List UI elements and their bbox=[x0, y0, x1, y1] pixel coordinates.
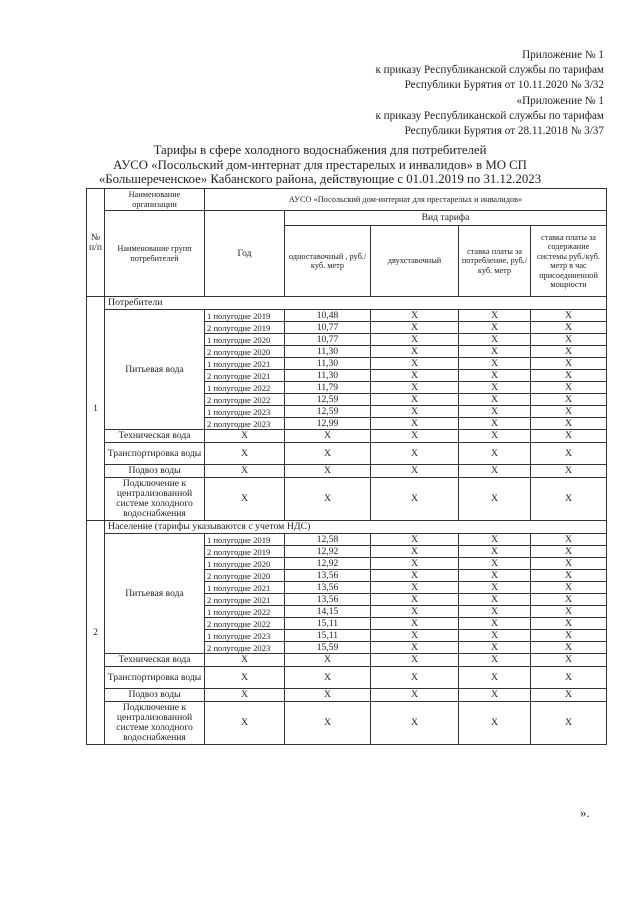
x-mark: X bbox=[205, 465, 285, 478]
x-mark: X bbox=[459, 534, 531, 546]
x-mark: X bbox=[205, 430, 285, 443]
x-mark: X bbox=[459, 418, 531, 430]
period-cell: 2 полугодие 2023 bbox=[205, 418, 285, 430]
table-row bbox=[87, 521, 607, 534]
col-header-consumption-rate: ставка платы за потребление, руб./ куб. метр bbox=[459, 226, 531, 297]
x-mark: X bbox=[531, 478, 607, 521]
x-mark: X bbox=[531, 642, 607, 654]
x-mark: X bbox=[531, 310, 607, 322]
period-cell: 1 полугодие 2022 bbox=[205, 382, 285, 394]
header-line: к приказу Республиканской службы по тарифам bbox=[375, 64, 604, 76]
title-line: «Большереченское» Кабанского района, действующие с 01.01.2019 по 31.12.2023 bbox=[98, 172, 542, 186]
x-mark: X bbox=[531, 546, 607, 558]
single-rate-value: 12,92 bbox=[285, 546, 371, 558]
col-header-number: № п/п bbox=[87, 189, 105, 297]
single-rate-value: 10,48 bbox=[285, 310, 371, 322]
x-mark: X bbox=[531, 406, 607, 418]
header-line: Республики Бурятия от 28.11.2018 № 3/37 bbox=[404, 125, 604, 137]
x-mark: X bbox=[205, 689, 285, 702]
drinking-water-label: Питьевая вода bbox=[105, 534, 205, 654]
table-row bbox=[87, 654, 607, 667]
x-mark: X bbox=[531, 358, 607, 370]
col-header-single-rate: одноставочный , руб./ куб. метр bbox=[285, 226, 371, 297]
x-mark: X bbox=[459, 322, 531, 334]
x-mark: X bbox=[459, 370, 531, 382]
period-cell: 1 полугодие 2020 bbox=[205, 334, 285, 346]
x-mark: X bbox=[459, 630, 531, 642]
x-mark: X bbox=[531, 582, 607, 594]
period-cell: 1 полугодие 2022 bbox=[205, 606, 285, 618]
consumer-group-label: Техническая вода bbox=[105, 654, 205, 667]
col-header-tariff-type: Вид тарифа bbox=[285, 211, 607, 226]
x-mark: X bbox=[371, 594, 459, 606]
x-mark: X bbox=[205, 702, 285, 745]
period-cell: 2 полугодие 2021 bbox=[205, 370, 285, 382]
x-mark: X bbox=[371, 322, 459, 334]
x-mark: X bbox=[459, 465, 531, 478]
x-mark: X bbox=[371, 465, 459, 478]
x-mark: X bbox=[531, 689, 607, 702]
period-cell: 2 полугодие 2022 bbox=[205, 618, 285, 630]
table-row bbox=[87, 430, 607, 443]
single-rate-value: 15,59 bbox=[285, 642, 371, 654]
period-cell: 1 полугодие 2023 bbox=[205, 630, 285, 642]
table-row bbox=[87, 443, 607, 465]
col-header-two-rate: двухставочный bbox=[371, 226, 459, 297]
x-mark: X bbox=[371, 358, 459, 370]
x-mark: X bbox=[459, 358, 531, 370]
period-cell: 2 полугодие 2020 bbox=[205, 570, 285, 582]
consumer-group-label: Подключение к централизованной системе холодного водоснабжения bbox=[105, 702, 205, 745]
consumer-group-label: Транспортировка воды bbox=[105, 443, 205, 465]
consumer-group-label: Техническая вода bbox=[105, 430, 205, 443]
x-mark: X bbox=[371, 478, 459, 521]
table-row bbox=[87, 689, 607, 702]
col-header-consumer-group: Наименование групп потребителей bbox=[105, 211, 205, 297]
period-cell: 2 полугодие 2019 bbox=[205, 322, 285, 334]
x-mark: X bbox=[285, 478, 371, 521]
x-mark: X bbox=[459, 702, 531, 745]
x-mark: X bbox=[371, 546, 459, 558]
x-mark: X bbox=[531, 346, 607, 358]
x-mark: X bbox=[371, 394, 459, 406]
x-mark: X bbox=[371, 606, 459, 618]
x-mark: X bbox=[459, 394, 531, 406]
table-row bbox=[87, 534, 607, 546]
period-cell: 2 полугодие 2023 bbox=[205, 642, 285, 654]
period-cell: 1 полугодие 2019 bbox=[205, 534, 285, 546]
period-cell: 1 полугодие 2023 bbox=[205, 406, 285, 418]
x-mark: X bbox=[459, 689, 531, 702]
period-cell: 1 полугодие 2019 bbox=[205, 310, 285, 322]
x-mark: X bbox=[531, 430, 607, 443]
x-mark: X bbox=[205, 667, 285, 689]
x-mark: X bbox=[531, 534, 607, 546]
x-mark: X bbox=[459, 558, 531, 570]
single-rate-value: 10,77 bbox=[285, 334, 371, 346]
x-mark: X bbox=[459, 606, 531, 618]
x-mark: X bbox=[459, 582, 531, 594]
x-mark: X bbox=[371, 418, 459, 430]
period-cell: 2 полугодие 2019 bbox=[205, 546, 285, 558]
single-rate-value: 13,56 bbox=[285, 570, 371, 582]
title-line: АУСО «Посольский дом-интернат для престарелых и инвалидов» в МО СП bbox=[113, 157, 527, 172]
drinking-water-label: Питьевая вода bbox=[105, 310, 205, 430]
single-rate-value: 12,59 bbox=[285, 394, 371, 406]
table-row bbox=[87, 478, 607, 521]
x-mark: X bbox=[459, 430, 531, 443]
consumer-group-label: Транспортировка воды bbox=[105, 667, 205, 689]
single-rate-value: 14,15 bbox=[285, 606, 371, 618]
single-rate-value: 12,92 bbox=[285, 558, 371, 570]
single-rate-value: 13,56 bbox=[285, 582, 371, 594]
x-mark: X bbox=[371, 406, 459, 418]
x-mark: X bbox=[371, 310, 459, 322]
period-cell: 2 полугодие 2021 bbox=[205, 594, 285, 606]
x-mark: X bbox=[371, 582, 459, 594]
x-mark: X bbox=[459, 406, 531, 418]
col-header-organization: Наименование организации bbox=[105, 189, 205, 211]
x-mark: X bbox=[459, 570, 531, 582]
consumer-group-label: Подвоз воды bbox=[105, 689, 205, 702]
approval-header-current bbox=[375, 48, 604, 93]
period-cell: 1 полугодие 2021 bbox=[205, 358, 285, 370]
consumer-group-label: Подключение к централизованной системе холодного водоснабжения bbox=[105, 478, 205, 521]
x-mark: X bbox=[371, 667, 459, 689]
x-mark: X bbox=[459, 346, 531, 358]
x-mark: X bbox=[531, 618, 607, 630]
x-mark: X bbox=[531, 443, 607, 465]
section-label: Потребители bbox=[105, 297, 607, 310]
header-line: Республики Бурятия от 10.11.2020 № 3/32 bbox=[404, 79, 604, 91]
x-mark: X bbox=[531, 465, 607, 478]
x-mark: X bbox=[531, 667, 607, 689]
x-mark: X bbox=[205, 478, 285, 521]
period-cell: 2 полугодие 2022 bbox=[205, 394, 285, 406]
period-cell: 1 полугодие 2020 bbox=[205, 558, 285, 570]
header-line: Приложение № 1 bbox=[522, 49, 604, 61]
consumer-group-label: Подвоз воды bbox=[105, 465, 205, 478]
x-mark: X bbox=[285, 667, 371, 689]
x-mark: X bbox=[371, 334, 459, 346]
x-mark: X bbox=[459, 334, 531, 346]
x-mark: X bbox=[531, 382, 607, 394]
single-rate-value: 10,77 bbox=[285, 322, 371, 334]
x-mark: X bbox=[285, 430, 371, 443]
x-mark: X bbox=[205, 443, 285, 465]
single-rate-value: 11,30 bbox=[285, 358, 371, 370]
x-mark: X bbox=[531, 334, 607, 346]
x-mark: X bbox=[459, 382, 531, 394]
header-line: «Приложение № 1 bbox=[516, 95, 604, 107]
approval-header-original bbox=[375, 94, 604, 139]
single-rate-value: 11,30 bbox=[285, 370, 371, 382]
period-cell: 2 полугодие 2020 bbox=[205, 346, 285, 358]
single-rate-value: 12,58 bbox=[285, 534, 371, 546]
single-rate-value: 11,30 bbox=[285, 346, 371, 358]
x-mark: X bbox=[531, 702, 607, 745]
x-mark: X bbox=[371, 558, 459, 570]
table-row bbox=[87, 667, 607, 689]
x-mark: X bbox=[371, 443, 459, 465]
x-mark: X bbox=[371, 346, 459, 358]
section-number: 1 bbox=[87, 297, 105, 521]
closing-quote: ». bbox=[580, 805, 590, 820]
single-rate-value: 12,59 bbox=[285, 406, 371, 418]
single-rate-value: 11,79 bbox=[285, 382, 371, 394]
x-mark: X bbox=[285, 465, 371, 478]
x-mark: X bbox=[531, 394, 607, 406]
x-mark: X bbox=[371, 654, 459, 667]
x-mark: X bbox=[459, 443, 531, 465]
x-mark: X bbox=[371, 702, 459, 745]
x-mark: X bbox=[371, 570, 459, 582]
col-header-year: Год bbox=[205, 211, 285, 297]
x-mark: X bbox=[459, 310, 531, 322]
x-mark: X bbox=[205, 654, 285, 667]
x-mark: X bbox=[531, 322, 607, 334]
x-mark: X bbox=[285, 654, 371, 667]
x-mark: X bbox=[531, 594, 607, 606]
single-rate-value: 15,11 bbox=[285, 630, 371, 642]
table-row bbox=[87, 297, 607, 310]
x-mark: X bbox=[531, 630, 607, 642]
x-mark: X bbox=[531, 370, 607, 382]
title-line: Тарифы в сфере холодного водоснабжения для потребителей bbox=[153, 143, 487, 157]
x-mark: X bbox=[371, 689, 459, 702]
x-mark: X bbox=[459, 478, 531, 521]
x-mark: X bbox=[371, 618, 459, 630]
x-mark: X bbox=[531, 558, 607, 570]
x-mark: X bbox=[371, 534, 459, 546]
x-mark: X bbox=[459, 618, 531, 630]
table-row bbox=[87, 465, 607, 478]
x-mark: X bbox=[371, 382, 459, 394]
x-mark: X bbox=[459, 667, 531, 689]
tariff-table-body bbox=[87, 189, 607, 745]
header-line: к приказу Республиканской службы по тарифам bbox=[375, 110, 604, 122]
x-mark: X bbox=[459, 594, 531, 606]
document-title bbox=[0, 143, 640, 187]
x-mark: X bbox=[459, 642, 531, 654]
x-mark: X bbox=[531, 606, 607, 618]
x-mark: X bbox=[531, 418, 607, 430]
tariff-table bbox=[86, 188, 607, 745]
x-mark: X bbox=[459, 546, 531, 558]
single-rate-value: 12,99 bbox=[285, 418, 371, 430]
x-mark: X bbox=[285, 702, 371, 745]
x-mark: X bbox=[285, 443, 371, 465]
single-rate-value: 15,11 bbox=[285, 618, 371, 630]
x-mark: X bbox=[371, 370, 459, 382]
x-mark: X bbox=[371, 630, 459, 642]
table-row bbox=[87, 702, 607, 745]
period-cell: 1 полугодие 2021 bbox=[205, 582, 285, 594]
organization-name: АУСО «Посольский дом-интернат для престарелых и инвалидов» bbox=[205, 189, 607, 211]
table-row bbox=[87, 310, 607, 322]
section-number: 2 bbox=[87, 521, 105, 745]
x-mark: X bbox=[371, 642, 459, 654]
x-mark: X bbox=[371, 430, 459, 443]
x-mark: X bbox=[459, 654, 531, 667]
single-rate-value: 13,56 bbox=[285, 594, 371, 606]
section-label: Население (тарифы указываются с учетом НДС) bbox=[105, 521, 607, 534]
col-header-capacity-rate: ставка платы за содержание системы руб./куб. метр в час присоединенной мощности bbox=[531, 226, 607, 297]
x-mark: X bbox=[531, 570, 607, 582]
x-mark: X bbox=[531, 654, 607, 667]
x-mark: X bbox=[285, 689, 371, 702]
